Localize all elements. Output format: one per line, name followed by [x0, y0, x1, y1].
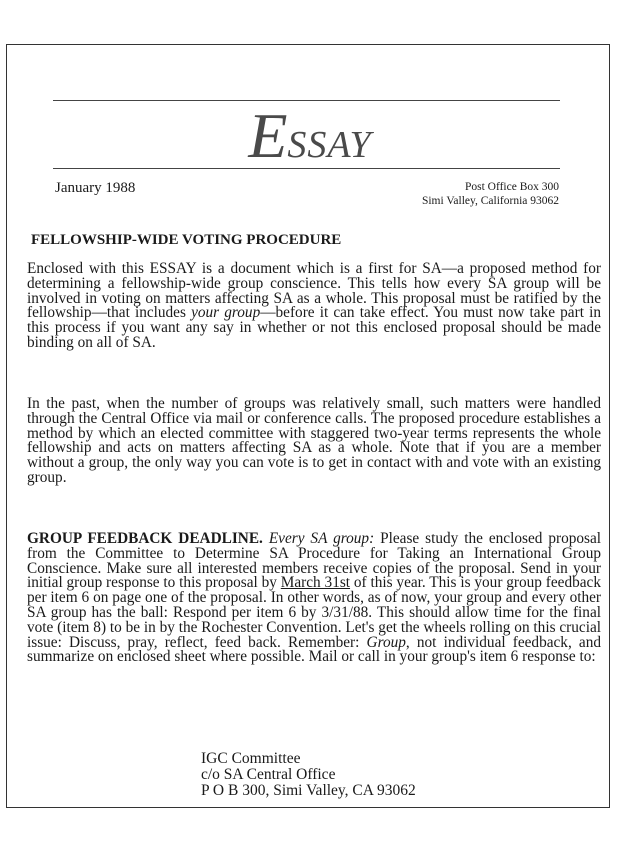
contact-line-2: c/o SA Central Office: [201, 766, 336, 783]
mailing-address: [422, 180, 559, 208]
contact-block: [201, 751, 416, 799]
masthead-initial: E: [248, 100, 288, 171]
paragraph-3: [27, 532, 601, 665]
address-line-2: Simi Valley, California 93062: [421, 195, 559, 207]
contact-line-1: IGC Committee: [201, 750, 301, 767]
p1-emphasis: your group: [191, 304, 261, 322]
p3-text-a: Please study the enclosed proposal from the Committee to Determine SA Procedure for Taking an International Group Conscience. Make sure all interested members receive copies of the proposal. Send in your initial group response to this proposal by: [27, 530, 602, 592]
deadline-lead: GROUP FEEDBACK DEADLINE.: [27, 530, 263, 547]
masthead-bottom-rule: [53, 168, 560, 169]
section-heading: FELLOWSHIP-WIDE VOTING PROCEDURE: [31, 232, 342, 248]
p1-text-b: —before it can take effect. You must now take part in this process if you want any say in whether or not this enclosed proposal should be made binding on all of SA.: [27, 304, 601, 351]
address-line-1: Post Office Box 300: [464, 181, 559, 193]
masthead-title: [0, 100, 620, 171]
issue-date: January 1988: [55, 180, 136, 196]
deadline-date: March 31st: [280, 574, 351, 592]
p3-group-emphasis: Group: [366, 633, 406, 651]
masthead-top-rule: [53, 100, 560, 101]
paragraph-1: [27, 262, 601, 351]
contact-line-3: P O B 300, Simi Valley, CA 93062: [201, 782, 416, 799]
deadline-audience: Every SA group:: [268, 530, 375, 547]
paragraph-2: In the past, when the number of groups was relatively small, such matters were handled through the Central Office via mail or conference calls. The proposed procedure establishes a method by which an elected committee with staggered two-year terms represents the whole fellowship and acts on matters affecting SA as a whole. Note that if you are a member without a group, the only way you can vote is to get in contact with and vote with an existing group.: [27, 395, 601, 486]
masthead-rest: SSAY: [287, 124, 372, 166]
p3-text-c: , not individual feedback, and summarize on enclosed sheet where possible. Mail or call in your group's item 6 response to:: [27, 633, 601, 666]
p3-text-b: of this year. This is your group feedback per item 6 on page one of the proposal. In other words, as of now, your group and every other SA group has the ball: Respond per item 6 by 3/31/88. This should allow time for the final vote (item 8) to be in by the Rochester Convention. Let's get the wheels rolling on this crucial issue: Discuss, pray, reflect, feed back. Remember:: [27, 574, 601, 651]
p1-text-a: Enclosed with this ESSAY is a document which is a first for SA—a proposed method for determining a fellowship-wide group conscience. This tells how every SA group will be involved in voting on matters affecting SA as a whole. This proposal must be ratified by the fellowship—that includes: [27, 260, 601, 322]
